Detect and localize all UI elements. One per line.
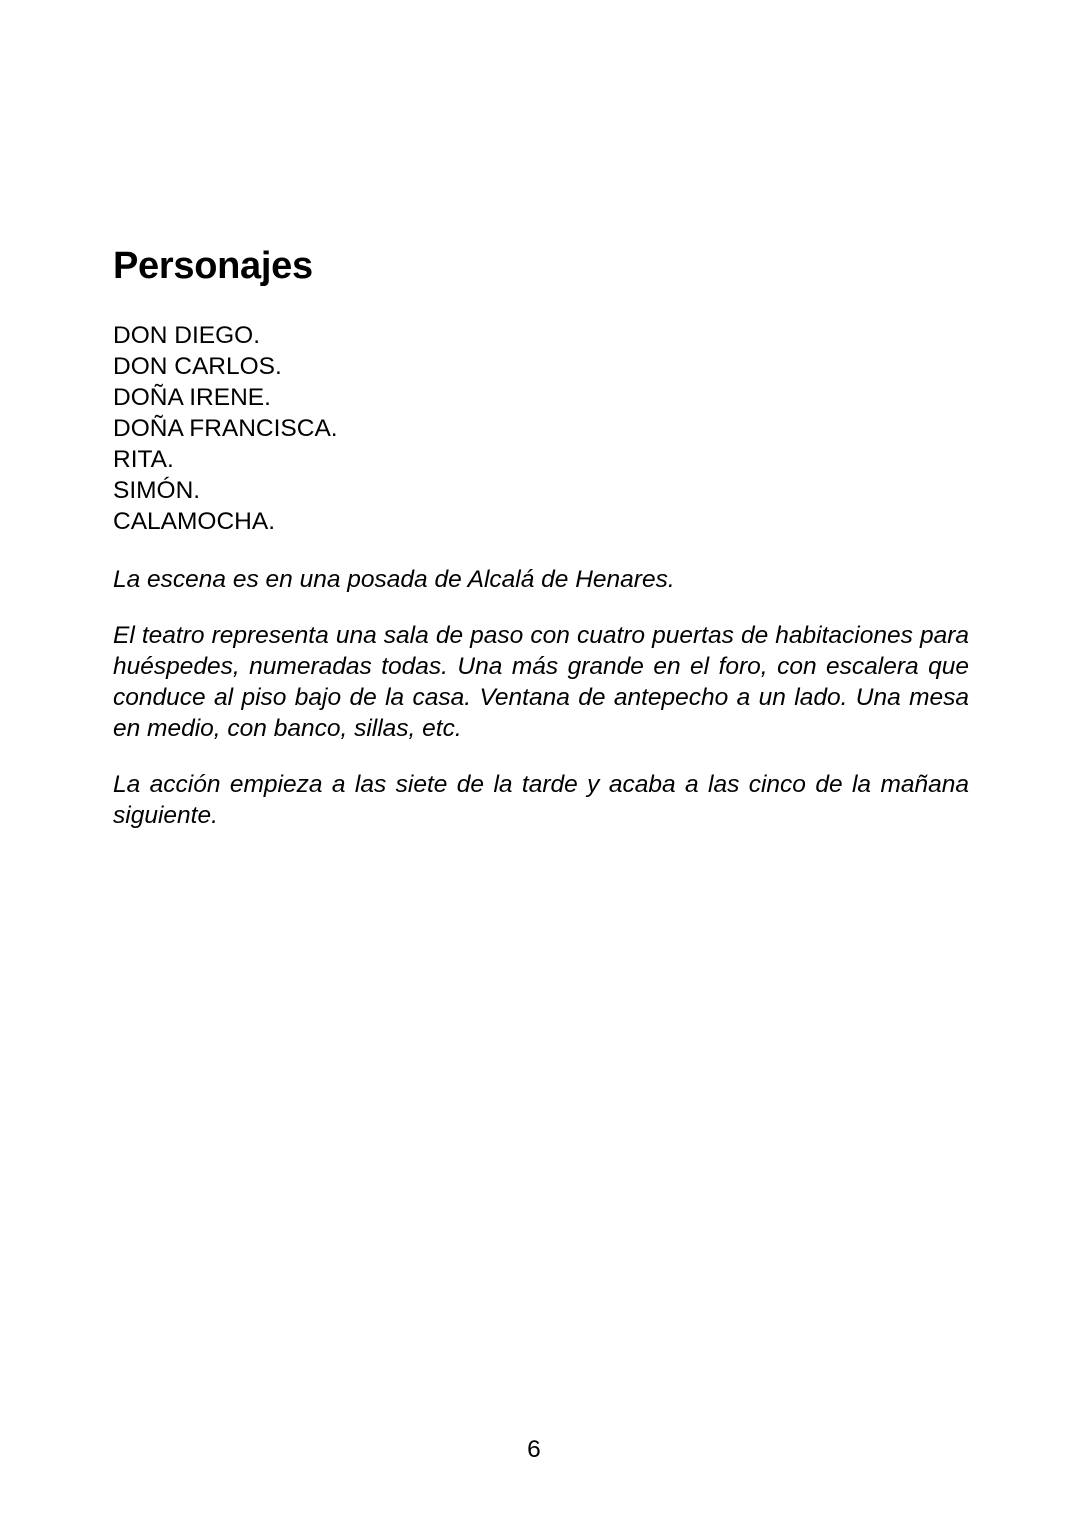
action-time-paragraph: La acción empieza a las siete de la tarde y acaba a las cinco de la mañana siguiente. (113, 771, 969, 829)
page-title: Personajes (113, 245, 313, 287)
character-item: DON DIEGO. (113, 322, 261, 349)
character-item: CALAMOCHA. (113, 508, 276, 535)
character-item: DOÑA FRANCISCA. (113, 415, 338, 442)
page-number: 6 (527, 1436, 541, 1463)
stage-description-paragraph: El teatro representa una sala de paso con cuatro puertas de habitaciones para huéspedes, numeradas todas. Una más grande en el foro, con escalera que conduce al piso bajo de la casa. Ventana de antepecho a un lado. Una mesa en medio, con banco, sillas, etc. (113, 622, 969, 742)
character-item: DOÑA IRENE. (113, 384, 271, 411)
character-item: DON CARLOS. (113, 353, 282, 380)
scene-location-paragraph: La escena es en una posada de Alcalá de Henares. (113, 566, 675, 593)
character-list (113, 320, 338, 537)
character-item: RITA. (113, 446, 174, 473)
character-item: SIMÓN. (113, 477, 201, 504)
